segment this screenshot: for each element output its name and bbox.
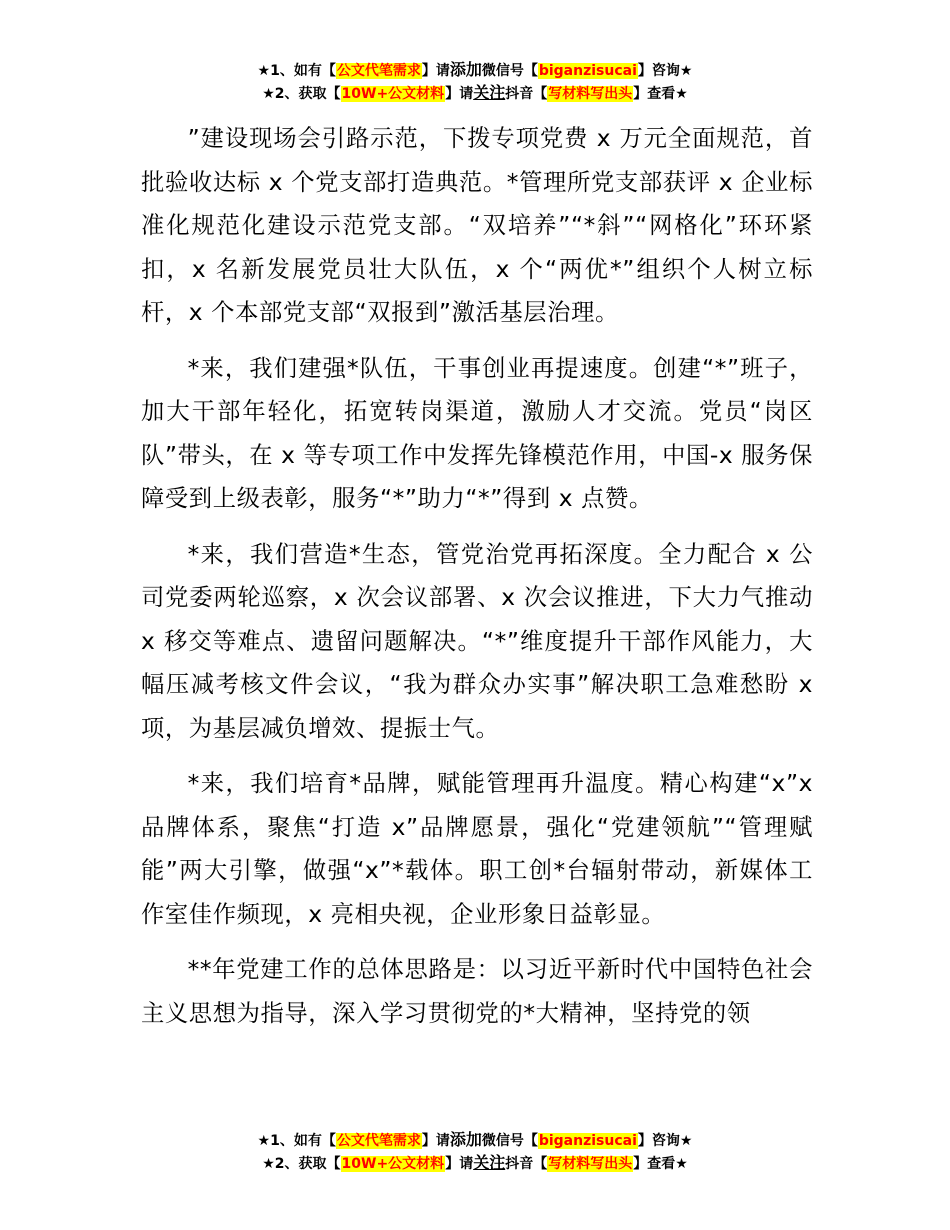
banner-text: 请 <box>435 1133 450 1149</box>
banner-prefix: ★2、获取 <box>262 1156 327 1172</box>
document-body <box>141 117 813 1047</box>
bracket: 】 <box>633 86 648 102</box>
banner-text: 请 <box>459 86 474 102</box>
header-banner <box>0 59 950 105</box>
highlight-materials: 10W+公文材料 <box>341 86 445 102</box>
banner-prefix: ★1、如有 <box>257 1133 322 1149</box>
banner-suffix: 查看★ <box>647 86 688 102</box>
bracket: 】 <box>633 1156 648 1172</box>
banner-text: 抖音 <box>505 1156 534 1172</box>
bracket: 【 <box>326 86 341 102</box>
highlight-wechat-id: biganzisucai <box>538 1133 637 1149</box>
highlight-service: 公文代笔需求 <box>336 1133 421 1149</box>
highlight-douyin-account: 写材料写出头 <box>548 1156 633 1172</box>
banner-line-1 <box>0 59 950 82</box>
paragraph-2: *来，我们建强*队伍，干事创业再提速度。创建“*”班子，加大干部年轻化，拓宽转岗渠道，激励人才交流。党员“岗区队”带头，在 x 等专项工作中发挥先锋模范作用，中国-x 服务保障受到上级表彰，服务“*”助力“*”得到 x 点赞。 <box>141 354 813 512</box>
paragraph-3: *来，我们营造*生态，管党治党再拓深度。全力配合 x 公司党委两轮巡察，x 次会议部署、x 次会议推进，下大力气推动 x 移交等难点、遗留问题解决。“*”维度提升干部作风能力，大幅压减考核文件会议，“我为群众办实事”解决职工急难愁盼 x 项，为基层减负增效、提振士气。 <box>141 540 813 742</box>
banner-text: 抖音 <box>505 86 534 102</box>
bracket: 】 <box>421 63 436 79</box>
banner-emph: 添加 <box>449 1130 482 1149</box>
banner-prefix: ★1、如有 <box>257 63 322 79</box>
banner-emph: 关注 <box>473 83 506 102</box>
banner-suffix: 咨询★ <box>651 1133 693 1149</box>
highlight-douyin-account: 写材料写出头 <box>548 86 633 102</box>
banner-line-2 <box>0 82 950 105</box>
banner-text: 请 <box>459 1156 474 1172</box>
footer-banner <box>0 1129 950 1175</box>
highlight-materials: 10W+公文材料 <box>341 1156 445 1172</box>
bracket: 】 <box>637 1133 652 1149</box>
highlight-service: 公文代笔需求 <box>336 63 421 79</box>
bracket: 】 <box>637 63 652 79</box>
banner-text: 微信号 <box>481 1133 524 1149</box>
bracket: 【 <box>533 1156 548 1172</box>
banner-text: 请 <box>435 63 450 79</box>
banner-prefix: ★2、获取 <box>262 86 327 102</box>
bracket: 】 <box>445 1156 460 1172</box>
banner-line-1 <box>0 1129 950 1152</box>
banner-emph: 关注 <box>473 1153 506 1172</box>
paragraph-5: **年党建工作的总体思路是：以习近平新时代中国特色社会主义思想为指导，深入学习贯彻党的*大精神，坚持党的领 <box>141 956 813 1027</box>
banner-line-2 <box>0 1152 950 1175</box>
banner-suffix: 查看★ <box>647 1156 688 1172</box>
bracket: 【 <box>523 63 538 79</box>
bracket: 【 <box>326 1156 341 1172</box>
bracket: 【 <box>321 1133 336 1149</box>
bracket: 【 <box>523 1133 538 1149</box>
bracket: 【 <box>321 63 336 79</box>
banner-suffix: 咨询★ <box>651 63 693 79</box>
banner-text: 微信号 <box>481 63 524 79</box>
highlight-wechat-id: biganzisucai <box>538 63 637 79</box>
bracket: 】 <box>421 1133 436 1149</box>
bracket: 【 <box>533 86 548 102</box>
banner-emph: 添加 <box>449 60 482 79</box>
paragraph-4: *来，我们培育*品牌，赋能管理再升温度。精心构建“x”x 品牌体系，聚焦“打造 x”品牌愿景，强化“党建领航”“管理赋能”两大引擎，做强“x”*载体。职工创*台辐射带动，新媒体工作室佳作频现，x 亮相央视，企业形象日益彰显。 <box>141 770 813 928</box>
bracket: 】 <box>445 86 460 102</box>
paragraph-1: ”建设现场会引路示范，下拨专项党费 x 万元全面规范，首批验收达标 x 个党支部打造典范。*管理所党支部获评 x 企业标准化规范化建设示范党支部。“双培养”“*斜”“网格化”环环紧扣，x 名新发展党员壮大队伍，x 个“两优*”组织个人树立标杆，x 个本部党支部“双报到”激活基层治理。 <box>141 125 813 326</box>
